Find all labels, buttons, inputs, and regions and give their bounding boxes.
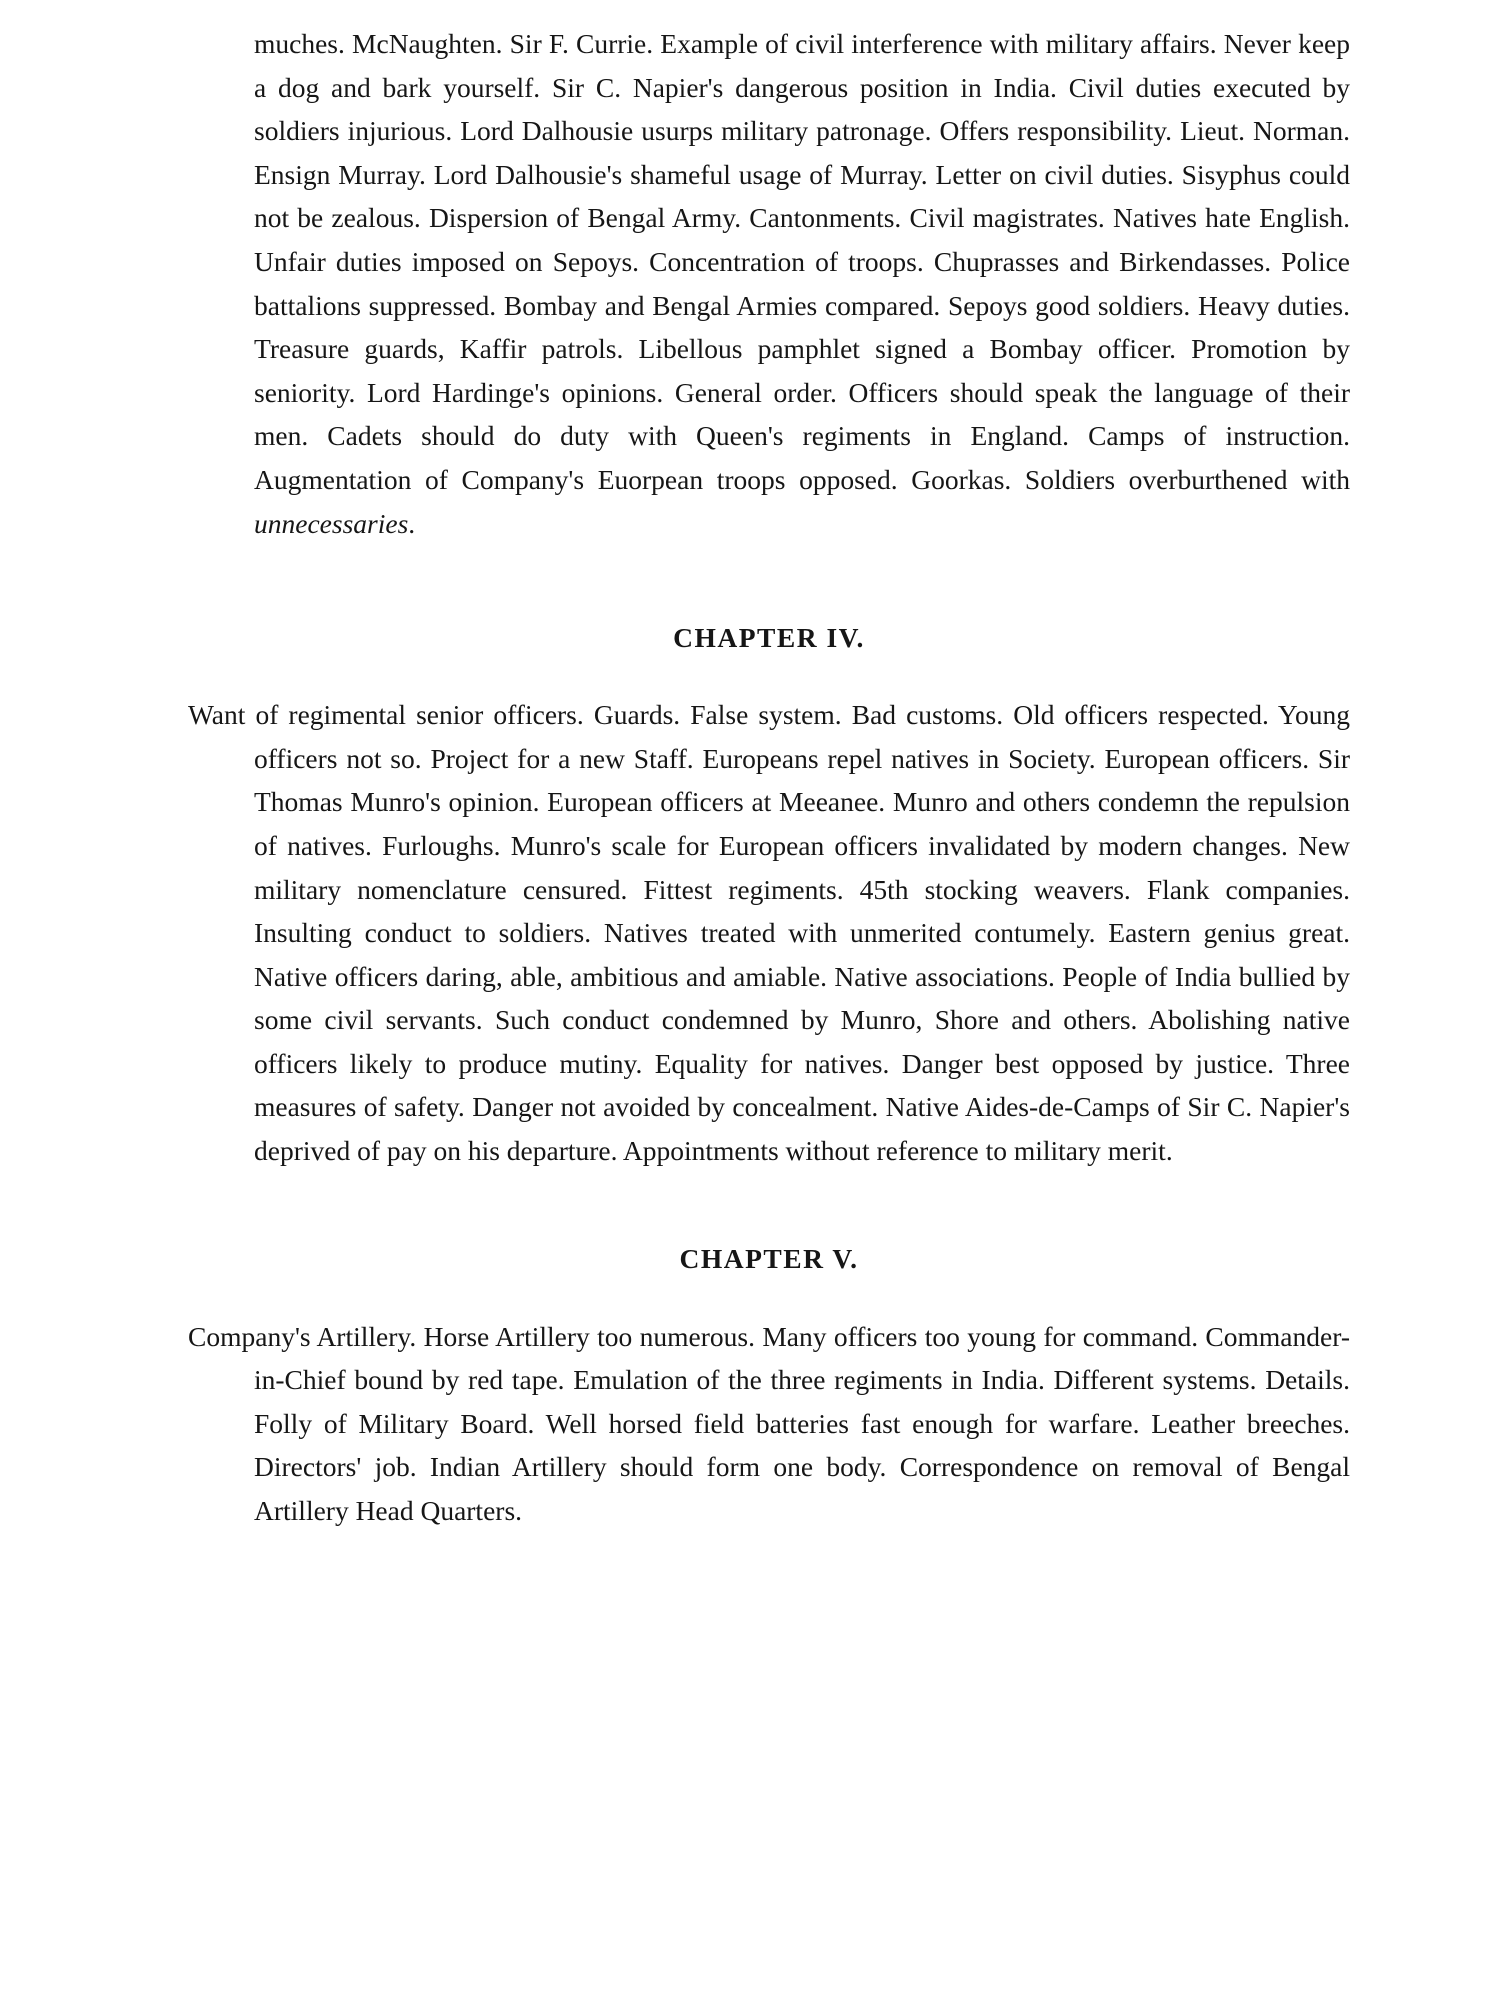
chapter-4-heading: CHAPTER IV. [673,622,865,654]
chapter-3-summary-end: . [408,507,416,539]
chapter-3-summary-continuation [188,22,1350,545]
chapter-4-summary: Want of regimental senior officers. Guards. False system. Bad customs. Old officers respected. Young officers not so. Project for a new Staff. Europeans repel natives in Society. European officers. Sir Thomas Munro's opinion. European officers at Meeanee. Munro and others condemn the repulsion of natives. Furloughs. Munro's scale for European officers invalidated by modern changes. New military nomenclature censured. Fittest regiments. 45th stocking weavers. Flank companies. Insulting conduct to soldiers. Natives treated with unmerited contumely. Eastern genius great. Native officers daring, able, ambitious and amiable. Native associations. People of India bullied by some civil servants. Such conduct condemned by Munro, Shore and others. Abolishing native officers likely to produce mutiny. Equality for natives. Danger best opposed by justice. Three measures of safety. Danger not avoided by concealment. Native Aides-de-Camps of Sir C. Napier's deprived of pay on his departure. Appointments without reference to military merit. [188,699,1350,1167]
chapter-5-heading: CHAPTER V. [679,1242,859,1274]
chapter-5-summary: Company's Artillery. Horse Artillery too numerous. Many officers too young for command. Commander-in-Chief bound by red tape. Emulation of the three regiments in India. Different systems. Details. Folly of Military Board. Well horsed field batteries fast enough for warfare. Leather breeches. Directors' job. Indian Artillery should form one body. Correspondence on removal of Bengal Artillery Head Quarters. [188,1320,1350,1527]
chapter-3-summary-text: muches. McNaughten. Sir F. Currie. Example of civil interference with military affairs. Never keep a dog and bark yourself. Sir C. Napier's dangerous position in India. Civil duties executed by soldiers injurious. Lord Dalhousie usurps military patronage. Offers responsibility. Lieut. Norman. Ensign Murray. Lord Dalhousie's shameful usage of Murray. Letter on civil duties. Sisyphus could not be zealous. Dispersion of Bengal Army. Cantonments. Civil magistrates. Natives hate English. Unfair duties imposed on Sepoys. Concentration of troops. Chuprasses and Birkendasses. Police battalions suppressed. Bombay and Bengal Armies compared. Sepoys good soldiers. Heavy duties. Treasure guards, Kaffir patrols. Libellous pamphlet signed a Bombay officer. Promotion by seniority. Lord Hardinge's opinions. General order. Officers should speak the language of their men. Cadets should do duty with Queen's regiments in England. Camps of instruction. Augmentation of Company's Euorpean troops opposed. Goorkas. Soldiers overburthened with [254,28,1350,495]
document-page [188,22,1350,1533]
chapter-3-summary-emphasis: unnecessaries [254,507,409,539]
